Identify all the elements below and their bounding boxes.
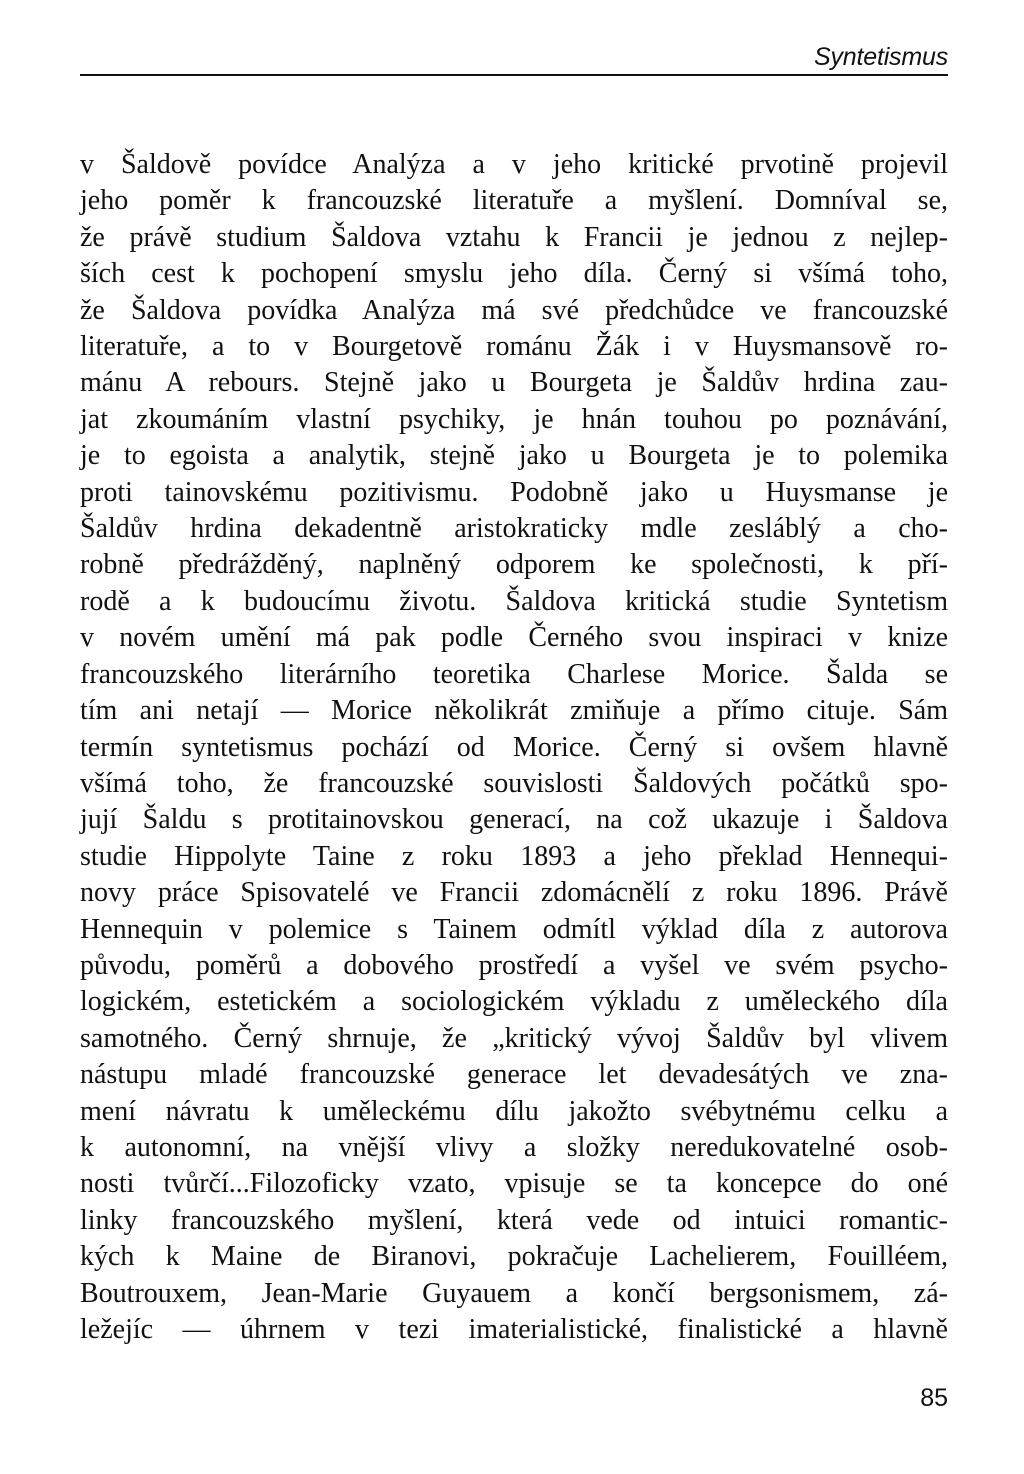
running-title: Syntetismus bbox=[814, 43, 948, 71]
text-line: samotného. Černý shrnuje, že „kritický vývoj Šaldův byl vlivem bbox=[80, 1022, 948, 1054]
body-text bbox=[80, 147, 948, 1348]
text-line: v Šaldově povídce Analýza a v jeho kritické prvotině projevil bbox=[80, 149, 948, 180]
text-line: novy práce Spisovatelé ve Francii zdomácnělí z roku 1896. Právě bbox=[80, 877, 948, 909]
text-line: Boutrouxem, Jean-Marie Guyauem a končí bergsonismem, zá- bbox=[80, 1277, 948, 1309]
text-line: jat zkoumáním vlastní psychiky, je hnán touhou po poznávání, bbox=[80, 403, 948, 435]
text-line: mánu A rebours. Stejně jako u Bourgeta je Šaldův hrdina zau- bbox=[80, 367, 948, 399]
text-line: studie Hippolyte Taine z roku 1893 a jeho překlad Hennequi- bbox=[80, 840, 948, 872]
page-number: 85 bbox=[920, 1384, 948, 1412]
text-line: francouzského literárního teoretika Charlese Morice. Šalda se bbox=[80, 658, 948, 690]
text-line: Hennequin v polemice s Tainem odmítl výklad díla z autorova bbox=[80, 913, 948, 945]
text-line: všímá toho, že francouzské souvislosti Šaldových počátků spo- bbox=[80, 767, 948, 799]
text-line: původu, poměrů a dobového prostředí a vyšel ve svém psycho- bbox=[80, 949, 948, 981]
text-line: že Šaldova povídka Analýza má své předchůdce ve francouzské bbox=[80, 294, 948, 326]
text-line: nástupu mladé francouzské generace let devadesátých ve zna- bbox=[80, 1059, 948, 1091]
text-line: rodě a k budoucímu životu. Šaldova kritická studie Syntetism bbox=[80, 585, 948, 617]
text-line: v novém umění má pak podle Černého svou inspiraci v knize bbox=[80, 622, 948, 654]
text-line: tím ani netají — Morice několikrát zmiňuje a přímo cituje. Sám bbox=[80, 695, 948, 727]
text-line: robně předrážděný, naplněný odporem ke společnosti, k pří- bbox=[80, 549, 948, 581]
text-line: proti tainovskému pozitivismu. Podobně jako u Huysmanse je bbox=[80, 476, 948, 508]
text-line: mení návratu k uměleckému dílu jakožto svébytnému celku a bbox=[80, 1095, 948, 1127]
text-line: ších cest k pochopení smyslu jeho díla. Černý si všímá toho, bbox=[80, 258, 948, 290]
text-line: termín syntetismus pochází od Morice. Černý si ovšem hlavně bbox=[80, 731, 948, 763]
text-line: Šaldův hrdina dekadentně aristokraticky mdle zesláblý a cho- bbox=[80, 513, 948, 545]
text-line: že právě studium Šaldova vztahu k Francii je jednou z nejlep- bbox=[80, 221, 948, 253]
text-line: nosti tvůrčí...Filozoficky vzato, vpisuje se ta koncepce do oné bbox=[80, 1168, 948, 1200]
text-line: k autonomní, na vnější vlivy a složky neredukovatelné osob- bbox=[80, 1131, 948, 1163]
text-line: logickém, estetickém a sociologickém výkladu z uměleckého díla bbox=[80, 986, 948, 1018]
text-line: literatuře, a to v Bourgetově románu Žák i v Huysmansově ro- bbox=[80, 331, 948, 363]
text-line: je to egoista a analytik, stejně jako u Bourgeta je to polemika bbox=[80, 440, 948, 472]
text-line: linky francouzského myšlení, která vede od intuici romantic- bbox=[80, 1204, 948, 1236]
text-line: jují Šaldu s protitainovskou generací, na což ukazuje i Šaldova bbox=[80, 804, 948, 836]
text-line: jeho poměr k francouzské literatuře a myšlení. Domníval se, bbox=[80, 185, 948, 217]
text-line: kých k Maine de Biranovi, pokračuje Lachelierem, Fouilléem, bbox=[80, 1241, 948, 1273]
running-header bbox=[80, 42, 948, 76]
text-line: ležejíc — úhrnem v tezi imaterialistické, finalistické a hlavně bbox=[80, 1314, 948, 1345]
